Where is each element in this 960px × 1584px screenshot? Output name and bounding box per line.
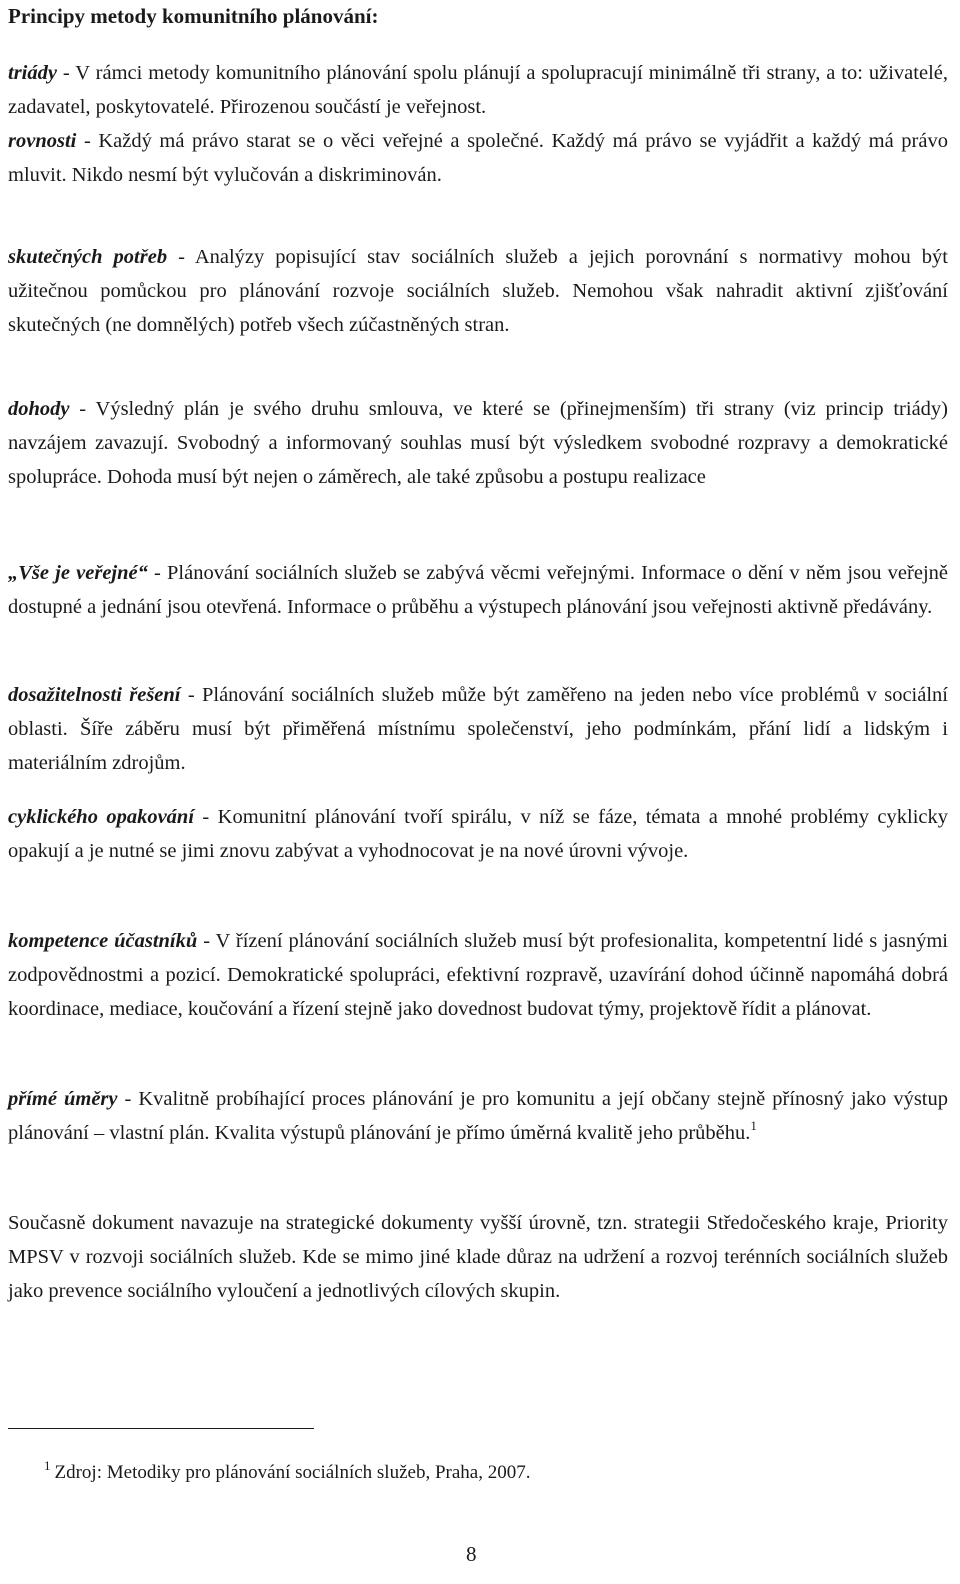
principle-term: přímé úměry xyxy=(8,1088,118,1110)
paragraph-text: Současně dokument navazuje na strategické dokumenty vyšší úrovně, tzn. strategii Středočeského kraje, Priority MPSV v rozvoji sociálních služeb. Kde se mimo jiné klade důraz na udržení a rozvoj terénních sociálních služeb jako prevence sociálního vyloučení a jednotlivých cílových skupin. xyxy=(8,1212,948,1302)
principle-text: - V rámci metody komunitního plánování spolu plánují a spolupracují minimálně tři strany, a to: uživatelé, zadavatel, poskytovatelé. Přirozenou součástí je veřejnost. xyxy=(8,62,948,118)
paragraph-prime-umery xyxy=(8,1082,948,1150)
paragraph-kompetence-ucastniku xyxy=(8,924,948,1026)
section-heading: Principy metody komunitního plánování: xyxy=(8,4,379,28)
footnote-text: Zdroj: Metodiky pro plánování sociálních služeb, Praha, 2007. xyxy=(54,1462,531,1483)
paragraph-dosazitelnosti-reseni xyxy=(8,678,948,780)
principle-term: skutečných potřeb xyxy=(8,246,168,268)
principle-text: - Plánování sociálních služeb může být zaměřeno na jeden nebo více problémů v sociální oblasti. Šíře záběru musí být přiměřená místnímu společenství, jeho podmínkám, přání lidí a lidským i materiálním zdrojům. xyxy=(8,684,948,774)
principle-term: kompetence účastníků xyxy=(8,930,198,952)
paragraph-triady xyxy=(8,56,948,124)
footnote-separator xyxy=(8,1428,314,1429)
paragraph-vse-je-verejne xyxy=(8,556,948,624)
principle-text: - Výsledný plán je svého druhu smlouva, ve které se (přinejmenším) tři strany (viz princip triády) navzájem zavazují. Svobodný a informovaný souhlas musí být výsledkem svobodné rozpravy a demokratické spolupráce. Dohoda musí být nejen o záměrech, ale také způsobu a postupu realizace xyxy=(8,398,948,488)
principle-term: dohody xyxy=(8,398,70,420)
principle-text: - Komunitní plánování tvoří spirálu, v níž se fáze, témata a mnohé problémy cyklicky opakují a je nutné se jimi znovu zabývat a vyhodnocovat je na nové úrovni vývoje. xyxy=(8,806,948,862)
page-number: 8 xyxy=(466,1542,477,1566)
principle-text: - Analýzy popisující stav sociálních služeb a jejich porovnání s normativy mohou být užitečnou pomůckou pro plánování rozvoje sociálních služeb. Nemohou však nahradit aktivní zjišťování skutečných (ne domnělých) potřeb všech zúčastněných stran. xyxy=(8,246,948,336)
paragraph-cyklickeho-opakovani xyxy=(8,800,948,868)
principle-text: - Plánování sociálních služeb se zabývá věcmi veřejnými. Informace o dění v něm jsou veřejně dostupné a jednání jsou otevřená. Informace o průběhu a výstupech plánování jsou veřejnosti aktivně předávány. xyxy=(8,562,948,618)
document-page xyxy=(8,0,948,1584)
paragraph-rovnosti xyxy=(8,124,948,192)
principle-term: „Vše je veřejné“ xyxy=(8,562,148,584)
paragraph-soucasne xyxy=(8,1206,948,1308)
principle-text: - V řízení plánování sociálních služeb musí být profesionalita, kompetentní lidé s jasnými zodpovědnostmi a pozicí. Demokratické spolupráci, efektivní rozpravě, uzavírání dohod účinně napomáhá dobrá koordinace, mediace, koučování a řízení stejně jako dovednost budovat týmy, projektově řídit a plánovat. xyxy=(8,930,949,1020)
footnote xyxy=(44,1458,531,1484)
paragraph-dohody xyxy=(8,392,948,494)
principle-text: - Kvalitně probíhající proces plánování je pro komunitu a její občany stejně přínosný jako výstup plánování – vlastní plán. Kvalita výstupů plánování je přímo úměrná kvalitě jeho průběhu. xyxy=(8,1088,948,1144)
principle-term: rovnosti xyxy=(8,130,77,152)
footnote-marker: 1 xyxy=(44,1458,51,1473)
principle-term: dosažitelnosti řešení xyxy=(8,684,181,706)
footnote-reference[interactable]: 1 xyxy=(750,1118,757,1133)
paragraph-skutecnych-potreb xyxy=(8,240,948,342)
principle-text: - Každý má právo starat se o věci veřejné a společné. Každý má právo se vyjádřit a každý má právo mluvit. Nikdo nesmí být vylučován a diskriminován. xyxy=(8,130,948,186)
principle-term: cyklického opakování xyxy=(8,806,195,828)
principle-term: triády xyxy=(8,62,57,84)
